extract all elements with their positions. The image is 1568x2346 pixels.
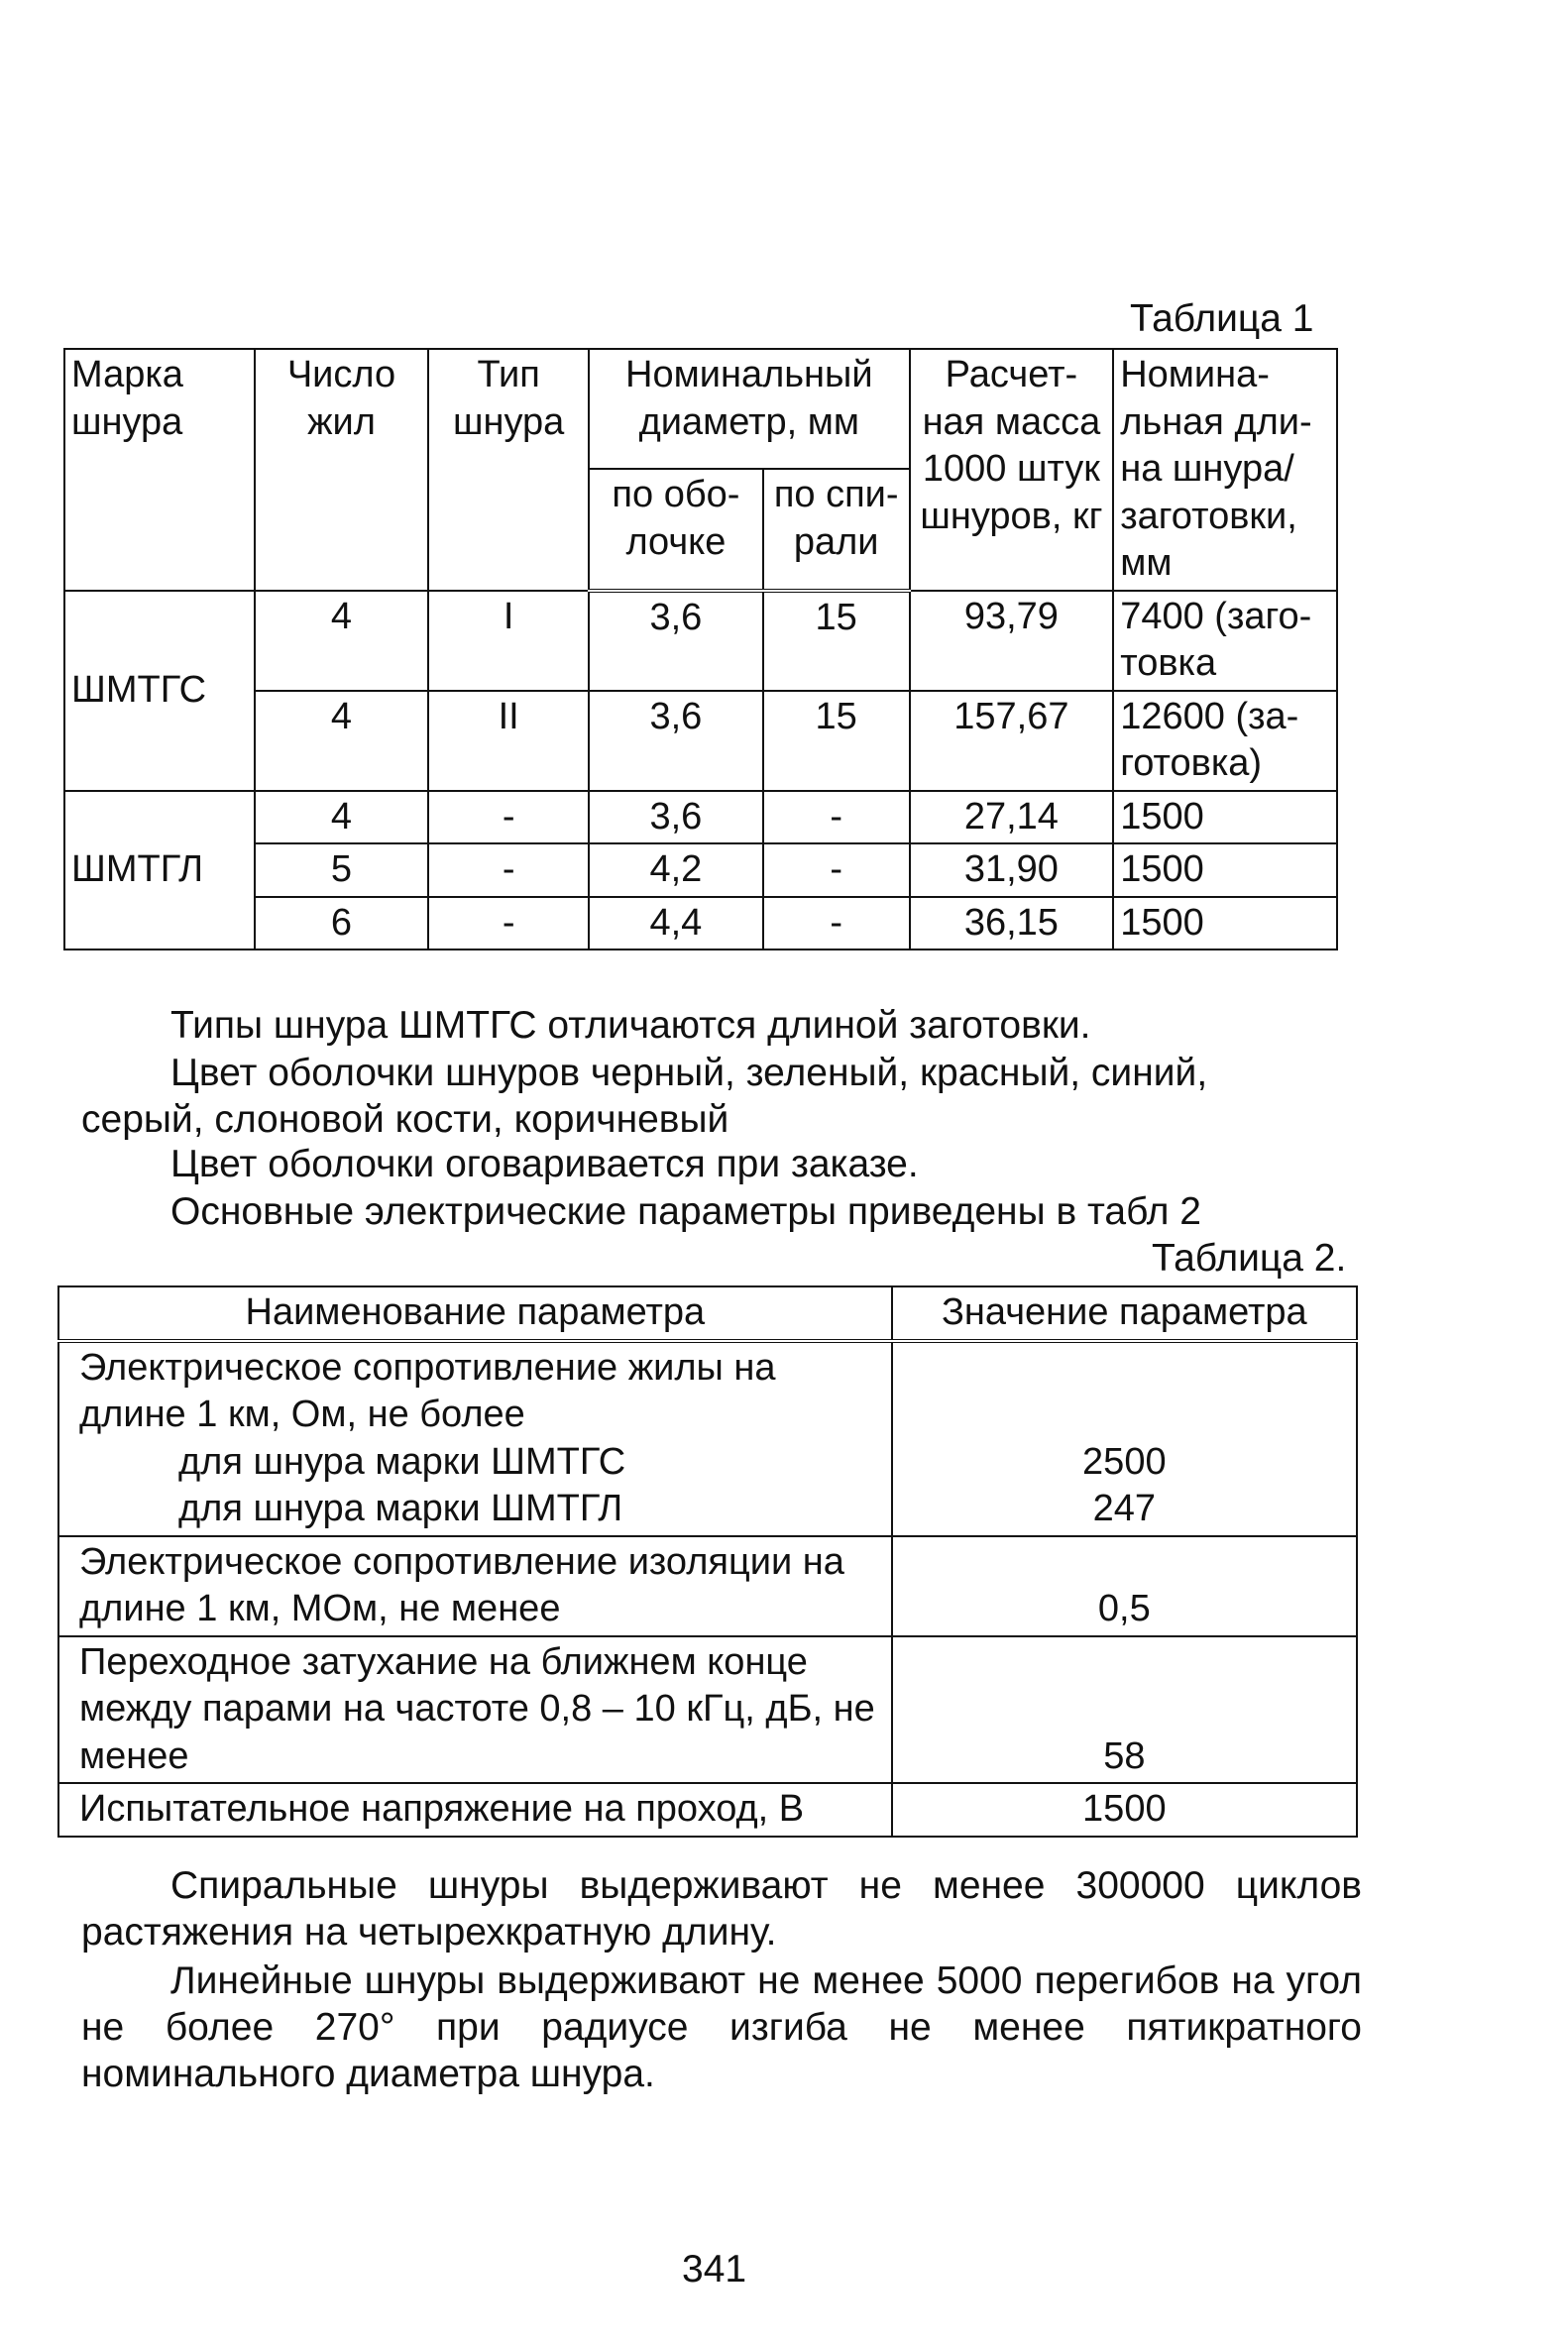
cores-cell: 4: [255, 791, 429, 844]
page-number: 341: [682, 2248, 747, 2290]
cores-cell: 4: [255, 691, 429, 791]
length-cell: 1500: [1113, 791, 1337, 844]
table-row: [64, 843, 1337, 897]
mass-cell: 31,90: [910, 843, 1114, 897]
header-parameter-name: Наименование параметра: [58, 1286, 892, 1341]
length-cell: 1500: [1113, 897, 1337, 950]
cores-cell: 4: [255, 591, 429, 691]
header-mass: Расчет-ная масса 1000 штук шнуров, кг: [910, 349, 1114, 591]
length-cell: 1500: [1113, 843, 1337, 897]
table-row: [64, 591, 1337, 691]
paragraph: Типы шнура ШМТГС отличаются длиной заготовки.: [170, 1004, 1091, 1047]
cores-cell: 5: [255, 843, 429, 897]
parameter-value: 247: [1092, 1488, 1157, 1529]
parameter-value: 58: [892, 1636, 1357, 1784]
type-cell: -: [428, 897, 589, 950]
spiral-cell: 15: [763, 691, 910, 791]
cores-cell: 6: [255, 897, 429, 950]
type-cell: -: [428, 791, 589, 844]
spiral-cell: -: [763, 843, 910, 897]
paragraph: Цвет оболочки шнуров черный, зеленый, красный, синий, серый, слоновой кости, коричневый: [81, 1052, 1208, 1141]
sheath-cell: 3,6: [589, 691, 763, 791]
mass-cell: 36,15: [910, 897, 1114, 950]
type-cell: -: [428, 843, 589, 897]
brand-cell: ШМТГЛ: [64, 791, 255, 950]
parameter-name: Электрическое сопротивление жилы на длине 1 км, Ом, не более: [79, 1346, 776, 1435]
type-cell: II: [428, 691, 589, 791]
header-type: Тип шнура: [428, 349, 589, 591]
table-row: [58, 1783, 1357, 1837]
table-row: [64, 791, 1337, 844]
parameter-subitem: для шнура марки ШМТГС: [178, 1440, 626, 1483]
header-length: Номина-льная дли-на шнура/ заготовки, мм: [1113, 349, 1337, 591]
header-parameter-value: Значение параметра: [892, 1286, 1357, 1341]
length-cell: 12600 (за-готовка): [1113, 691, 1337, 791]
sheath-cell: 3,6: [589, 791, 763, 844]
table-1: [63, 348, 1338, 950]
parameter-value: 0,5: [892, 1536, 1357, 1636]
table-row: [58, 1536, 1357, 1636]
table-row: [64, 897, 1337, 950]
header-diameter: Номинальный диаметр, мм: [589, 349, 910, 469]
paragraph: Цвет оболочки оговаривается при заказе.: [170, 1143, 919, 1185]
spiral-cell: -: [763, 791, 910, 844]
mass-cell: 93,79: [910, 591, 1114, 691]
brand-cell: ШМТГС: [64, 591, 255, 791]
type-cell: I: [428, 591, 589, 691]
table2-caption: Таблица 2.: [1152, 1237, 1347, 1280]
header-brand: Марка шнура: [64, 349, 255, 591]
table1-caption: Таблица 1: [1130, 297, 1314, 340]
sheath-cell: 3,6: [589, 591, 763, 691]
sheath-cell: 4,2: [589, 843, 763, 897]
length-cell: 7400 (заго-товка: [1113, 591, 1337, 691]
parameter-value: 1500: [892, 1783, 1357, 1837]
parameter-subitem: для шнура марки ШМТГЛ: [178, 1488, 623, 1529]
paragraph: Спиральные шнуры выдерживают не менее 300000 циклов растяжения на четырехкратную длину.: [81, 1864, 1362, 1954]
parameter-value: 2500: [1082, 1440, 1167, 1483]
paragraph: Линейные шнуры выдерживают не менее 5000 перегибов на угол не более 270° при радиусе изгиба не менее пятикратного номинального диаметра шнура.: [81, 1959, 1362, 2095]
paragraph: Основные электрические параметры приведены в табл 2: [170, 1190, 1201, 1233]
header-diameter-sheath: по обо-лочке: [589, 469, 763, 590]
parameter-name: Испытательное напряжение на проход, В: [58, 1783, 892, 1837]
header-cores: Число жил: [255, 349, 429, 591]
mass-cell: 157,67: [910, 691, 1114, 791]
table-row: [58, 1341, 1357, 1536]
spiral-cell: -: [763, 897, 910, 950]
table-row: [64, 691, 1337, 791]
table-row: [58, 1636, 1357, 1784]
header-diameter-spiral: по спи-рали: [763, 469, 910, 590]
spiral-cell: 15: [763, 591, 910, 691]
parameter-name: Электрическое сопротивление изоляции на длине 1 км, МОм, не менее: [58, 1536, 892, 1636]
table-2: [57, 1285, 1358, 1838]
mass-cell: 27,14: [910, 791, 1114, 844]
parameter-name: Переходное затухание на ближнем конце между парами на частоте 0,8 – 10 кГц, дБ, не менее: [58, 1636, 892, 1784]
sheath-cell: 4,4: [589, 897, 763, 950]
